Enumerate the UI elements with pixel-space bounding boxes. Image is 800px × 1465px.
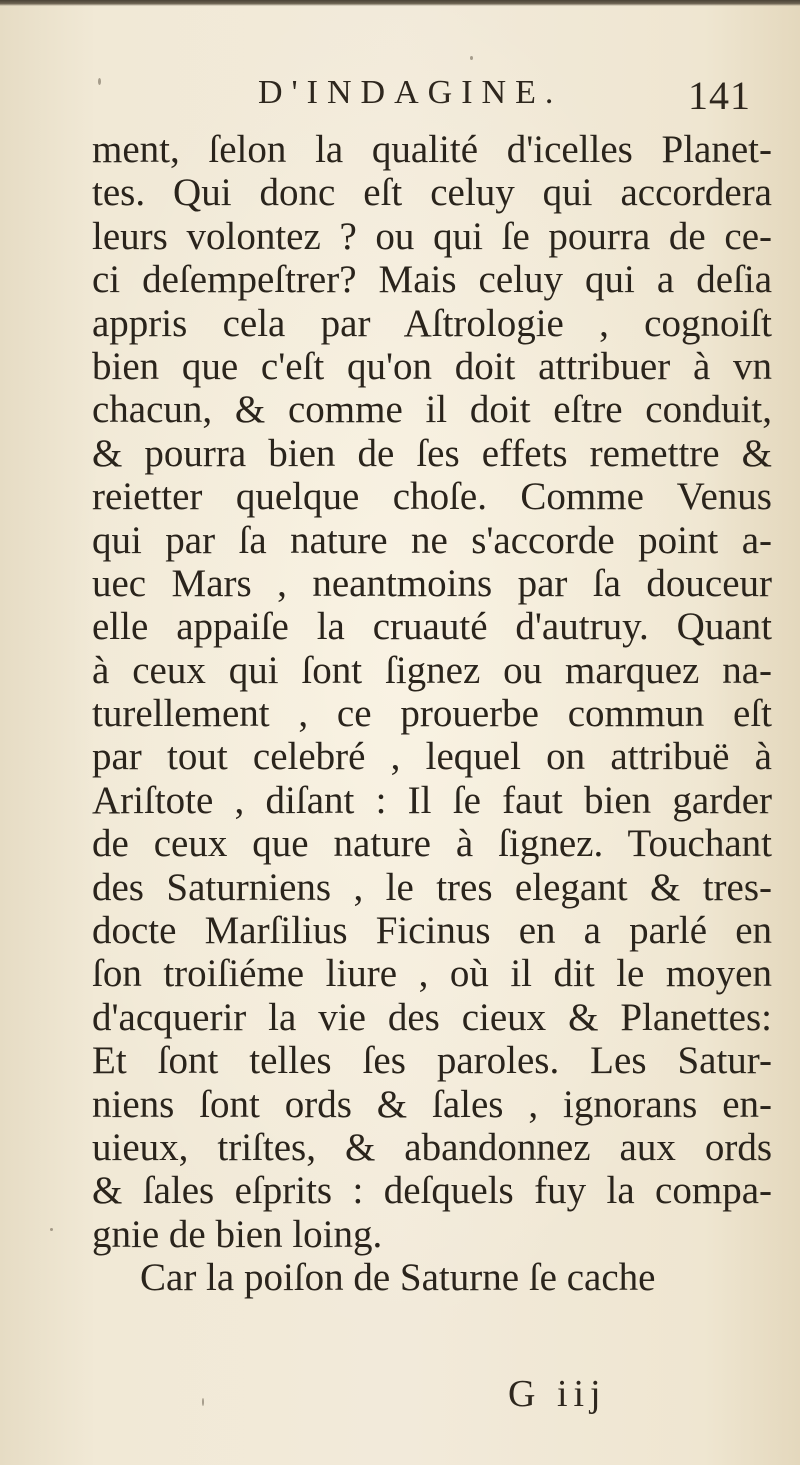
text-line: d'acquerir la vie des cieux & Planettes: [92, 995, 772, 1039]
text-line: Et ſont telles ſes paroles. Les Satur- [92, 1039, 772, 1083]
text-line: elle appaiſe la cruauté d'autruy. Quant [92, 605, 772, 649]
text-line: ment, ſelon la qualité d'icelles Planet- [92, 128, 772, 171]
paper-speck [470, 56, 473, 60]
text-line: par tout celebré , lequel on attribuë à [92, 735, 772, 779]
text-line: niens ſont ords & ſales , ignorans en- [92, 1082, 772, 1126]
page-number: 141 [688, 73, 751, 118]
paper-speck [98, 78, 101, 85]
page-edge-shadow [0, 0, 800, 6]
body-text [92, 128, 772, 1300]
running-head: D'INDAGINE. [258, 74, 563, 111]
text-line: turellement , ce prouerbe commun eſt [92, 692, 772, 736]
text-line: leurs volontez ? ou qui ſe pourra de ce- [92, 214, 772, 258]
page-header [0, 68, 800, 128]
text-line: qui par ſa nature ne s'accorde point a- [92, 518, 772, 562]
paper-speck [202, 1398, 204, 1406]
text-line: de ceux que nature à ſignez. Touchant [92, 822, 772, 866]
text-line: chacun, & comme il doit eſtre conduit, [92, 388, 772, 432]
page-footer [0, 1372, 800, 1422]
paper-speck [50, 1228, 53, 1231]
text-line: bien que c'eſt qu'on doit attribuer à vn [92, 344, 772, 388]
text-line: appris cela par Aſtrologie , cognoiſt [92, 301, 772, 345]
text-line: docte Marſilius Ficinus en a parlé en [92, 909, 772, 953]
text-line: des Saturniens , le tres elegant & tres- [92, 865, 772, 909]
text-line: Car la poiſon de Saturne ſe cache [140, 1256, 656, 1300]
text-line: & ſales eſprits : deſquels fuy la compa- [92, 1169, 772, 1213]
text-line: & pourra bien de ſes effets remettre & [92, 431, 772, 475]
text-line: à ceux qui ſont ſignez ou marquez na- [92, 648, 772, 692]
text-line: reietter quelque choſe. Comme Venus [92, 475, 772, 519]
text-line: tes. Qui donc eſt celuy qui accordera [92, 171, 772, 215]
text-line: Ariſtote , diſant : Il ſe faut bien garder [92, 778, 772, 822]
text-line: uec Mars , neantmoins par ſa douceur [92, 561, 772, 605]
text-line: uieux, triſtes, & abandonnez aux ords [92, 1125, 772, 1169]
signature-mark: G iij [508, 1373, 607, 1415]
text-line: ci deſempeſtrer? Mais celuy qui a deſia [92, 258, 772, 302]
text-line: gnie de bien loing. [92, 1212, 383, 1256]
text-line: ſon troiſiéme liure , où il dit le moyen [92, 952, 772, 996]
